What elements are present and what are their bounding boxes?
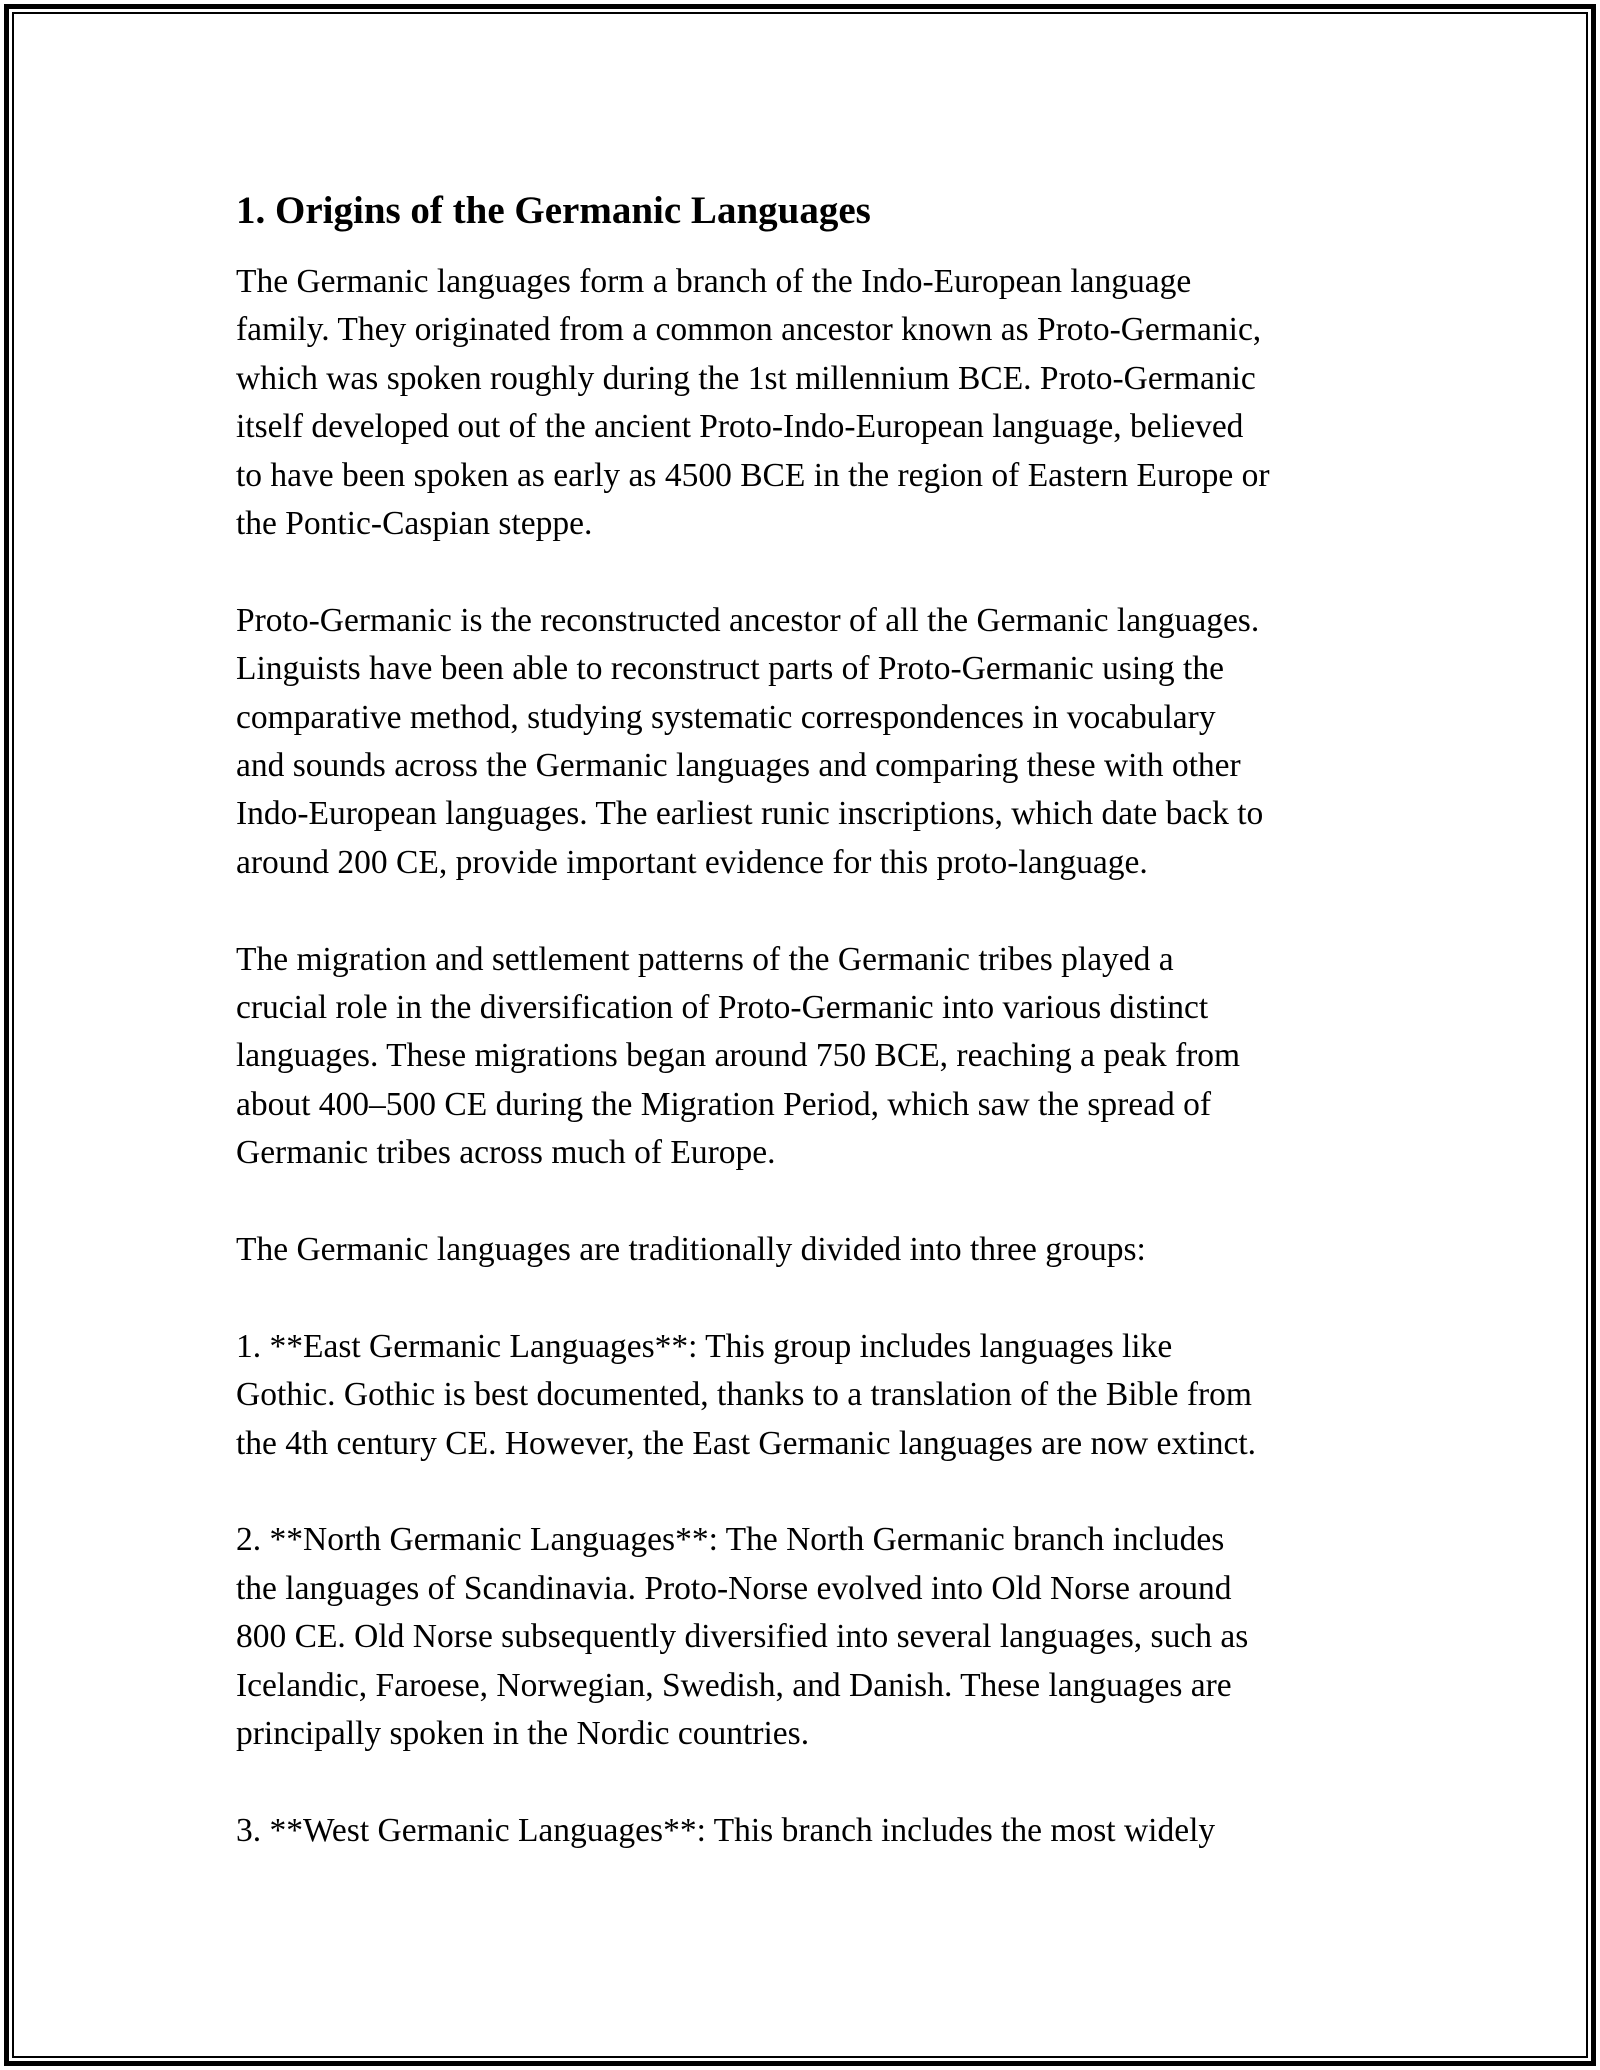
section-heading: 1. Origins of the Germanic Languages [236, 189, 871, 232]
list-item-west-germanic: 3. **West Germanic Languages**: This branch includes the most widely [236, 1811, 1216, 1849]
document-body [236, 186, 1376, 1904]
paragraph-groups-intro: The Germanic languages are traditionally divided into three groups: [236, 1231, 1146, 1269]
list-item-north-germanic: 2. **North Germanic Languages**: The North Germanic branch includes the languages of Scandinavia. Proto-Norse evolved into Old Norse around 800 CE. Old Norse subsequently diversified into several languages, such as Icelandic, Faroese, Norwegian, Swedish, and Danish. These languages are principally spoken in the Nordic countries. [236, 1521, 1249, 1753]
paragraph-migration: The migration and settlement patterns of the Germanic tribes played a crucial role in the diversification of Proto-Germanic into various distinct languages. These migrations began around 750 BCE, reaching a peak from about 400–500 CE during the Migration Period, which saw the spread of Germanic tribes across much of Europe. [236, 940, 1241, 1172]
paragraph-proto-germanic: Proto-Germanic is the reconstructed ancestor of all the Germanic languages. Linguists have been able to reconstruct parts of Proto-Germanic using the comparative method, studying systematic correspondences in vocabulary and sounds across the Germanic languages and comparing these with other Indo-European languages. The earliest runic inscriptions, which date back to around 200 CE, provide important evidence for this proto-language. [236, 601, 1264, 881]
paragraph-origins: The Germanic languages form a branch of the Indo-European language family. They originated from a common ancestor known as Proto-Germanic, which was spoken roughly during the 1st millennium BCE. Proto-Germanic itself developed out of the ancient Proto-Indo-European language, believed to have been spoken as early as 4500 BCE in the region of Eastern Europe or the Pontic-Caspian steppe. [236, 263, 1270, 543]
list-item-east-germanic: 1. **East Germanic Languages**: This group includes languages like Gothic. Gothic is best documented, thanks to a translation of the Bible from the 4th century CE. However, the East Germanic languages are now extinct. [236, 1327, 1257, 1462]
